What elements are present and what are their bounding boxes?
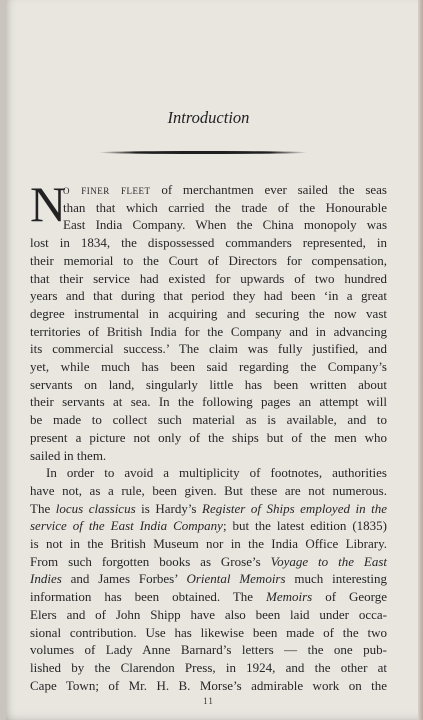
book-page [6,0,423,720]
text-line: o finer fleet of merchantmen ever sailed the seas [63,182,387,197]
text-line: service of the East India Company; but the latest edition (1835) [30,518,387,534]
body-text [30,176,387,694]
text-line: volumes of Lady Anne Barnard’s letters — the one pub- [30,642,387,658]
text-line: From such forgotten books as Grose’s Voyage to the East [30,553,387,569]
title-rule-divider [98,151,308,154]
italic-title: Register of Ships employed in the [202,500,387,516]
text-line: be made to collect such material as is available, and to [30,412,387,428]
drop-cap: N [30,176,67,232]
text-line: degree instrumental in acquiring and securing the now vast [30,305,387,321]
text-line: sailed in them. [30,447,107,463]
text-line: sional contribution. Use has likewise been made of the two [30,624,387,640]
text-line: that their service had existed for upwards of two hundred [30,270,387,286]
text-line: In order to avoid a multiplicity of footnotes, authorities [46,465,387,481]
italic-title: Oriental Memoirs [186,571,286,587]
text-line: yet, while much has been said regarding the Company’s [30,359,387,375]
text-line: lost in 1834, the dispossessed commanders represented, in [30,235,387,251]
paragraph-1 [30,176,387,464]
text-line: lished by the Clarendon Press, in 1924, and the other at [30,659,387,675]
italic-title: locus classicus [55,500,136,516]
italic-title: Indies [30,571,62,587]
text-line: territories of British India for the Company and in advancing [30,323,387,339]
text-line: East India Company. When the China monopoly was [63,217,387,233]
text-line: years and that during that period they had been ‘in a great [30,288,387,304]
text-line: their servants at sea. In the following pages an attempt will [30,394,387,410]
chapter-title: Introduction [167,108,250,127]
text-line: servants on land, singularly little has been written about [30,376,387,392]
lead-smallcaps: o finer fleet [63,182,151,197]
text-line: Indies and James Forbes’ Oriental Memoirs much interesting [30,571,387,587]
text-line: have not, as a rule, been given. But these are not numerous. [30,482,387,498]
text-line: its commercial success.’ The claim was fully justified, and [30,341,387,357]
italic-title: service of the East India Company [30,518,223,534]
text-line: their memorial to the Court of Directors for compensation, [30,252,387,268]
page-number: 11 [203,696,214,706]
text-line: present a picture not only of the ships but of the men who [30,429,387,445]
text-line: The locus classicus is Hardy’s Register of Ships employed in the [30,500,387,516]
text-line: Elers and of John Shipp have also been laid under occa- [30,606,387,622]
text-line: information has been obtained. The Memoirs of George [30,589,387,605]
text-line: than that which carried the trade of the Honourable [63,199,387,215]
text-line: Cape Town; of Mr. H. B. Morse’s admirable work on the [30,677,387,693]
italic-title: Memoirs [266,589,313,605]
italic-title: Voyage to the East [270,553,387,569]
paragraph-2 [30,464,387,694]
text-line: is not in the British Museum nor in the India Office Library. [30,536,387,552]
